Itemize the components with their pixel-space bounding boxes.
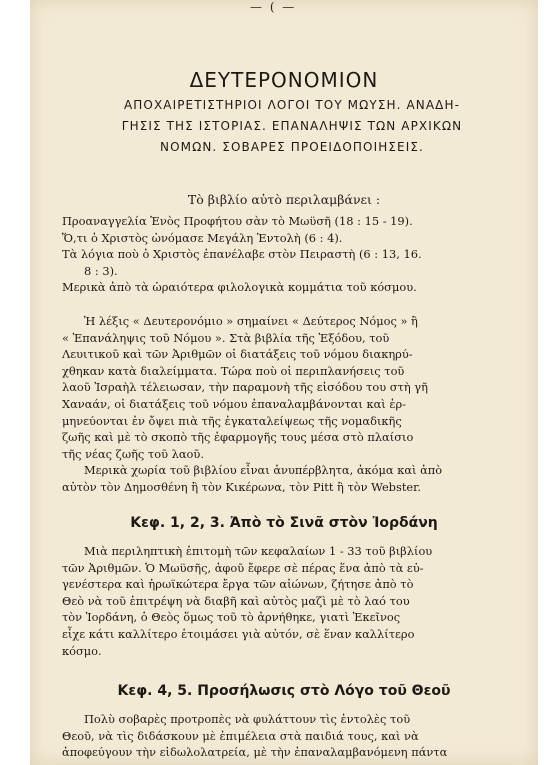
paragraph-line: αὐτὸν τὸν Δημοσθένη ἢ τὸν Κικέρωνα, τὸν Pitt ἢ τὸν Webster. [62, 479, 421, 494]
intro-paragraph [62, 313, 518, 496]
paragraph-line: Μερικὰ χωρία τοῦ βιβλίου εἶναι ἀνυπέρβλητα, ἀκόμα καὶ ἀπὸ [84, 463, 443, 478]
paragraph-line: Θεοῦ, νὰ τὶς διδάσκουν μὲ ἐπιμέλεια στὰ παιδιά τους, καὶ νὰ [62, 728, 419, 743]
contents-heading: Τὸ βιβλίο αὐτὸ περιλαμβάνει : [187, 192, 381, 207]
contents-item: Μερικὰ ἀπὸ τὰ ὡραιότερα φιλολογικὰ κομμάτια τοῦ κόσμου. [62, 280, 417, 295]
section-heading-chapters-1-3: Κεφ. 1, 2, 3. Ἀπὸ τὸ Σινᾶ στὸν Ἰορδάνη [130, 515, 438, 531]
paragraph-line: Ἡ λέξις « Δευτερονόμιο » σημαίνει « Δεύτερος Νόμος » ἢ [84, 314, 418, 328]
paragraph-line: Λευιτικοῦ καὶ τῶν Ἀριθμῶν οἱ διατάξεις τοῦ νόμου διακηρύ- [62, 347, 413, 362]
contents-list [62, 213, 518, 296]
subtitle-line: ΓΗΣΙΣ ΤΗΣ ΙΣΤΟΡΙΑΣ. ΕΠΑΝΑΛΗΨΙΣ ΤΩΝ ΑΡΧΙΚΩΝ [121, 119, 463, 133]
paragraph-line: ζωῆς καὶ μὲ τὸ σκοπὸ τῆς ἐφαρμογῆς τους μέσα στὸ πλαίσιο [62, 430, 414, 445]
paragraph-line: γενέστερα καὶ ἡρωϊκώτερα ἔργα τῶν αἰώνων, ζήτησε ἀπὸ τὸ [62, 577, 414, 592]
chapters-1-3-paragraph [62, 543, 518, 659]
subtitle-line: ΑΠΟΧΑΙΡΕΤΙΣΤΗΡΙΟΙ ΛΟΓΟΙ ΤΟΥ ΜΩΥΣΗ. ΑΝΑΔΗ- [123, 98, 461, 112]
paragraph-line: « Ἐπανάληψις τοῦ Νόμου ». Στὰ βιβλία τῆς Ἐξόδου, τοῦ [62, 330, 390, 345]
paragraph-line: χθηκαν κατὰ διαλείμματα. Τώρα ποὺ οἱ περιπλανήσεις τοῦ [62, 363, 405, 378]
chapters-4-5-paragraph [62, 711, 518, 761]
paragraph-line: τὸν Ἰορδάνη, ὁ Θεὸς ὅμως τοῦ τὸ ἀρνήθηκε, γιατὶ Ἐκεῖνος [62, 610, 401, 625]
paragraph-line: ἀποφεύγουν τὴν εἰδωλολατρεία, μὲ τὴν ἐπαναλαμβανόμενη πάντα [62, 745, 448, 760]
paragraph-line: μηνεύονται ἐν ὄψει πιὰ τῆς ἐγκαταλείψεως τῆς νομαδικῆς [62, 413, 402, 428]
paragraph-line: Χαναάν, οἱ διατάξεις τοῦ νόμου ἐπαναλαμβάνονται καὶ ἑρ- [62, 396, 407, 411]
document-page [30, 0, 538, 765]
paragraph-line: Θεὸ νὰ τοῦ ἐπιτρέψη νὰ διαβῆ καὶ αὐτὸς μαζὶ μὲ τὸ λαό του [62, 593, 410, 608]
subtitle [72, 95, 512, 158]
page-title: ΔΕΥΤΕΡΟΝΟΜΙΟΝ [189, 68, 379, 93]
paragraph-line: Πολὺ σοβαρὲς προτροπὲς νὰ φυλάττουν τὶς ἐντολὲς τοῦ [84, 712, 411, 726]
paragraph-line: τῶν Ἀριθμῶν. Ὁ Μωϋσῆς, ἀφοῦ ἔφερε σὲ πέρας ἕνα ἀπὸ τὰ εὐ- [62, 560, 424, 575]
contents-item-continuation: 8 : 3). [84, 263, 118, 278]
contents-item: Ὅ,τι ὁ Χριστὸς ὠνόμασε Μεγάλη Ἐντολὴ (6 : 4). [62, 230, 343, 245]
paragraph-line: κόσμο. [62, 643, 102, 658]
paragraph-line: εἶχε κάτι καλλίτερο ἑτοιμάσει γιὰ αὐτόν, σὲ ἕναν καλλίτερο [62, 626, 415, 641]
contents-item: Τὰ λόγια ποὺ ὁ Χριστὸς ἐπανέλαβε στὸν Πειραστὴ (6 : 13, 16. [62, 247, 422, 262]
paragraph-line: Μιὰ περιληπτικὴ ἐπιτομὴ τῶν κεφαλαίων 1 - 33 τοῦ βιβλίου [84, 544, 433, 558]
section-heading-chapters-4-5: Κεφ. 4, 5. Προσήλωσις στὸ Λόγο τοῦ Θεοῦ [117, 683, 451, 699]
page-number-fragment: — ( — [250, 0, 297, 14]
paragraph-line: τῆς νέας ζωῆς τοῦ λαοῦ. [62, 446, 204, 461]
paragraph-line: λαοῦ Ἰσραὴλ τέλειωσαν, τὴν παραμονὴ τῆς εἰσόδου του στὴ γῆ [62, 380, 428, 395]
subtitle-line: ΝΟΜΩΝ. ΣΟΒΑΡΕΣ ΠΡΟΕΙΔΟΠΟΙΗΣΕΙΣ. [160, 140, 424, 154]
contents-item: Προαναγγελία Ἑνὸς Προφήτου σὰν τὸ Μωϋσῆ (18 : 15 - 19). [62, 214, 413, 228]
